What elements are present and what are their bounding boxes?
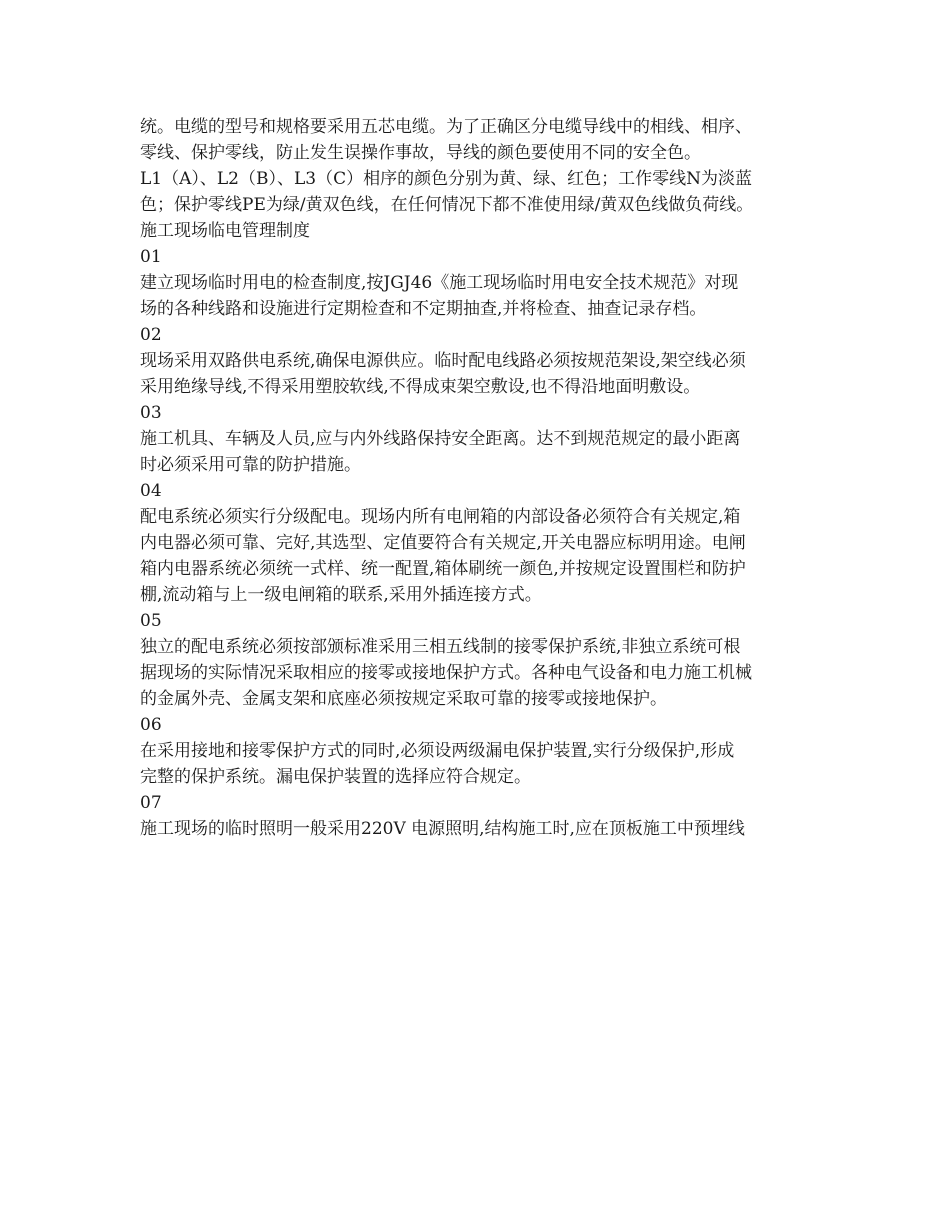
text-line: 零线、保护零线，防止发生误操作事故，导线的颜色要使用不同的安全色。: [140, 143, 701, 163]
rule-number: 06: [140, 715, 162, 735]
rule-text-line: 时必须采用可靠的防护措施。: [140, 455, 361, 475]
rule-text-line: 施工现场的临时照明一般采用220V 电源照明,结构施工时,应在顶板施工中预埋线: [140, 819, 745, 839]
rule-number: 01: [140, 247, 162, 267]
text-line: 统。电缆的型号和规格要采用五芯电缆。为了正确区分电缆导线中的相线、相序、: [140, 117, 752, 137]
document-page: [140, 114, 820, 842]
rule-text-line: 的金属外壳、金属支架和底座必须按规定采取可靠的接零或接地保护。: [140, 689, 667, 709]
rule-text-line: 现场采用双路供电系统,确保电源供应。临时配电线路必须按规范架设,架空线必须: [140, 351, 746, 371]
section-title: 施工现场临电管理制度: [140, 221, 310, 241]
rule-text-line: 采用绝缘导线,不得采用塑胶软线,不得成束架空敷设,也不得沿地面明敷设。: [140, 377, 701, 397]
rule-text-line: 独立的配电系统必须按部颁标准采用三相五线制的接零保护系统,非独立系统可根: [140, 637, 741, 657]
intro-paragraph: [140, 114, 820, 218]
rule-number: 07: [140, 793, 162, 813]
rule-item: [140, 244, 820, 322]
rules-list: [140, 244, 820, 842]
text-line: 色；保护零线PE为绿/黄双色线，在任何情况下都不准使用绿/黄双色线做负荷线。: [140, 195, 754, 215]
rule-item: [140, 608, 820, 712]
rule-item: [140, 712, 820, 790]
rule-text-line: 完整的保护系统。漏电保护装置的选择应符合规定。: [140, 767, 531, 787]
rule-text-line: 场的各种线路和设施进行定期检查和不定期抽查,并将检查、抽查记录存档。: [140, 299, 707, 319]
rule-number: 04: [140, 481, 162, 501]
rule-text-line: 箱内电器系统必须统一式样、统一配置,箱体刷统一颜色,并按规定设置围栏和防护: [140, 559, 746, 579]
rule-text-line: 内电器必须可靠、完好,其选型、定值要符合有关规定,开关电器应标明用途。电闸: [140, 533, 746, 553]
rule-item: [140, 478, 820, 608]
rule-item: [140, 790, 820, 842]
text-line: L1（A）、L2（B）、L3（C）相序的颜色分别为黄、绿、红色；工作零线N为淡蓝: [140, 169, 752, 189]
rule-text-line: 在采用接地和接零保护方式的同时,必须设两级漏电保护装置,实行分级保护,形成: [140, 741, 735, 761]
rule-item: [140, 400, 820, 478]
rule-number: 02: [140, 325, 162, 345]
rule-text-line: 施工机具、车辆及人员,应与内外线路保持安全距离。达不到规范规定的最小距离: [140, 429, 741, 449]
rule-text-line: 配电系统必须实行分级配电。现场内所有电闸箱的内部设备必须符合有关规定,箱: [140, 507, 741, 527]
rule-number: 05: [140, 611, 162, 631]
rule-text-line: 建立现场临时用电的检查制度,按JGJ46《施工现场临时用电安全技术规范》对现: [140, 273, 739, 293]
rule-text-line: 棚,流动箱与上一级电闸箱的联系,采用外插连接方式。: [140, 585, 542, 605]
rule-number: 03: [140, 403, 162, 423]
rule-text-line: 据现场的实际情况采取相应的接零或接地保护方式。各种电气设备和电力施工机械: [140, 663, 752, 683]
rule-item: [140, 322, 820, 400]
